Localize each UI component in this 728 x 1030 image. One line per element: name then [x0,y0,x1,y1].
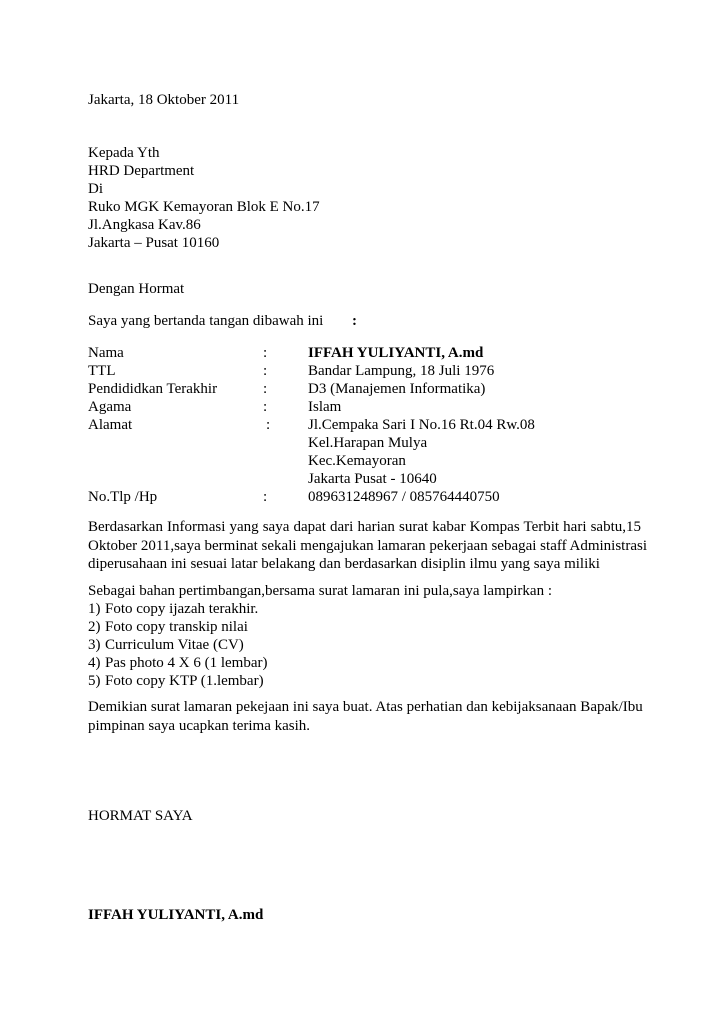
address-line: Jakarta Pusat - 10640 [308,471,437,487]
greeting: Dengan Hormat [88,281,185,297]
detail-label: Pendididkan Terakhir [88,381,218,397]
address-line: Kec.Kemayoran [308,453,406,469]
list-item [88,600,388,618]
detail-colon: : [263,399,268,415]
paragraph-vacancy-source [88,518,647,574]
list-item-number: 2) [88,619,101,635]
list-item-number: 4) [88,655,101,671]
attachments-intro: Sebagai bahan pertimbangan,bersama surat lamaran ini pula,saya lampirkan : [88,583,552,599]
paragraph-line: diperusahaan ini sesuai latar belakang dan berdasarkan disiplin ilmu yang saya miliki [88,556,600,572]
recipient-line: Di [88,181,103,197]
list-item-text: Foto copy KTP (1.lembar) [105,673,264,689]
detail-label: No.Tlp /Hp [88,489,158,505]
signoff: HORMAT SAYA [88,808,193,824]
detail-value: D3 (Manajemen Informatika) [308,381,486,397]
paragraph-line: Oktober 2011,saya berminat sekali mengajukan lamaran pekerjaan sebagai staff Administrasi [88,537,647,554]
recipient-line: Ruko MGK Kemayoran Blok E No.17 [88,199,320,215]
date-line: Jakarta, 18 Oktober 2011 [88,92,240,108]
detail-value: Bandar Lampung, 18 Juli 1976 [308,363,495,379]
list-item-number: 5) [88,673,101,689]
list-item-number: 3) [88,637,101,653]
list-item [88,618,388,636]
list-item [88,636,388,654]
paragraph-line: Demikian surat lamaran pekejaan ini saya buat. Atas perhatian dan kebijaksanaan Bapak/Ibu [88,699,643,715]
detail-label: Alamat [88,417,133,433]
attachments-list [88,600,388,690]
intro-colon: : [352,313,357,329]
list-item-number: 1) [88,601,101,617]
list-item [88,654,388,672]
intro-text: Saya yang bertanda tangan dibawah ini [88,313,324,329]
detail-colon: : [266,417,271,433]
detail-value: Jl.Cempaka Sari I No.16 Rt.04 Rw.08 [308,417,535,433]
detail-value-name: IFFAH YULIYANTI, A.md [308,345,484,361]
recipient-line: HRD Department [88,163,195,179]
signature-name: IFFAH YULIYANTI, A.md [88,907,264,923]
detail-value: 089631248967 / 085764440750 [308,489,500,505]
detail-label: Nama [88,345,124,361]
detail-colon: : [263,489,268,505]
address-line: Kel.Harapan Mulya [308,435,428,451]
paragraph-line: pimpinan saya ucapkan terima kasih. [88,717,311,734]
list-item-text: Foto copy transkip nilai [105,619,248,635]
list-item-text: Pas photo 4 X 6 (1 lembar) [105,655,268,671]
list-item-text: Foto copy ijazah terakhir. [105,601,259,617]
paragraph-line: Berdasarkan Informasi yang saya dapat dari harian surat kabar Kompas Terbit hari sabtu,15 [88,519,641,535]
list-item [88,672,388,690]
detail-label: Agama [88,399,132,415]
detail-colon: : [263,345,268,361]
detail-colon: : [263,363,268,379]
recipient-line: Jl.Angkasa Kav.86 [88,217,201,233]
detail-colon: : [263,381,268,397]
detail-value: Islam [308,399,342,415]
list-item-text: Curriculum Vitae (CV) [105,637,244,653]
paragraph-closing [88,698,641,735]
recipient-line: Jakarta – Pusat 10160 [88,235,220,251]
recipient-line: Kepada Yth [88,145,160,161]
detail-label: TTL [88,363,116,379]
